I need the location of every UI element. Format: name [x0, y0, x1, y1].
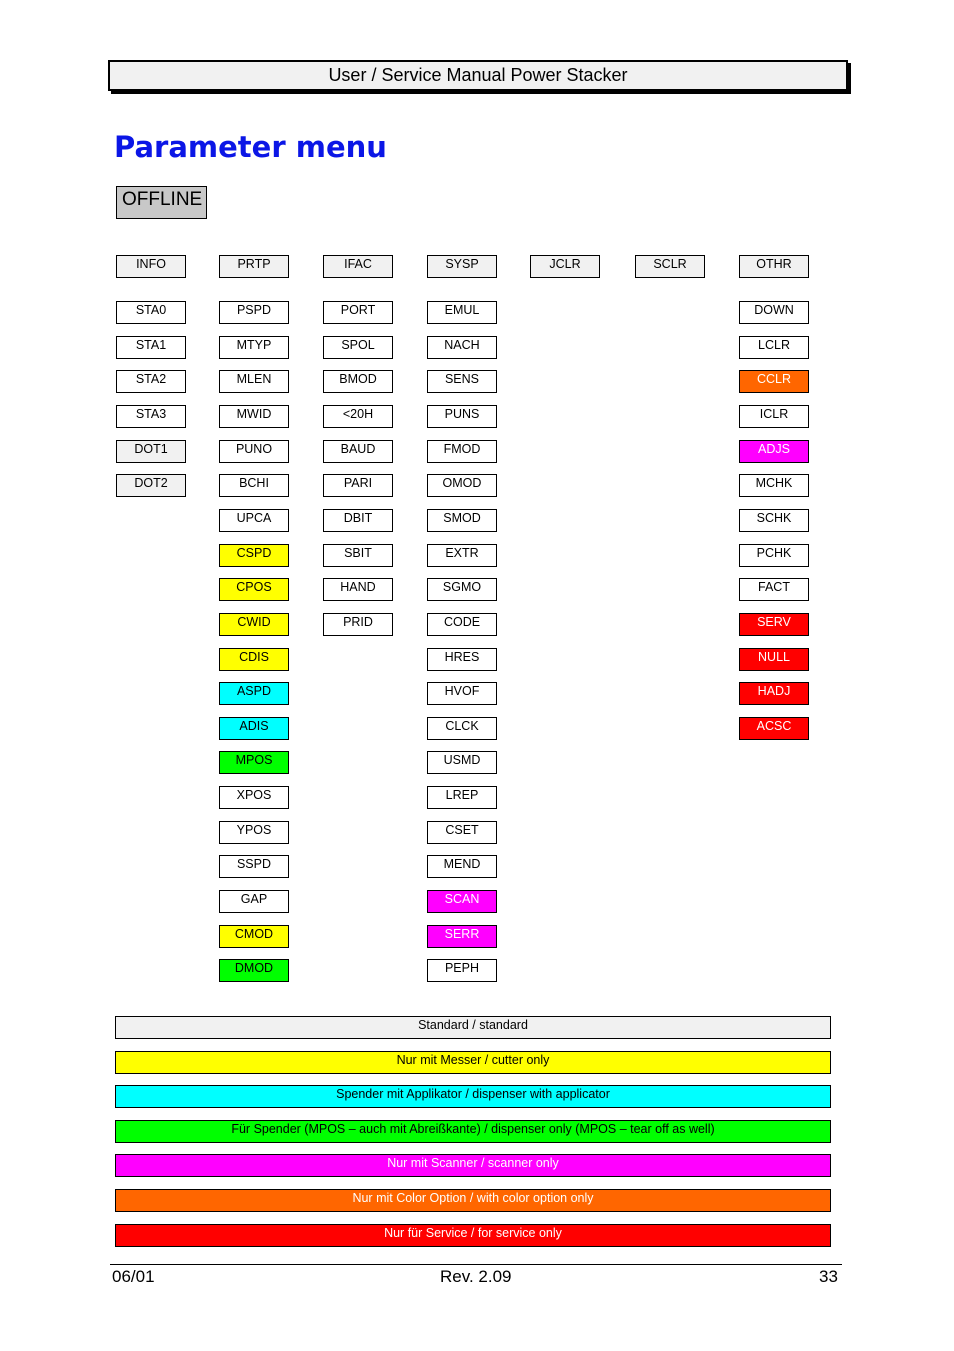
param-prid: PRID	[323, 613, 393, 636]
param-scan: SCAN	[427, 890, 497, 913]
param-mtyp: MTYP	[219, 336, 289, 359]
param-adis: ADIS	[219, 717, 289, 740]
param-dot2: DOT2	[116, 474, 186, 497]
param-upca: UPCA	[219, 509, 289, 532]
param-serv: SERV	[739, 613, 809, 636]
param-serr: SERR	[427, 925, 497, 948]
param-port: PORT	[323, 301, 393, 324]
param-sbit: SBIT	[323, 544, 393, 567]
param-bchi: BCHI	[219, 474, 289, 497]
param-cmod: CMOD	[219, 925, 289, 948]
param-cclr: CCLR	[739, 370, 809, 393]
param-fmod: FMOD	[427, 440, 497, 463]
param-null: NULL	[739, 648, 809, 671]
param-cwid: CWID	[219, 613, 289, 636]
menu-ifac: IFAC	[323, 255, 393, 278]
param-pspd: PSPD	[219, 301, 289, 324]
offline-box: OFFLINE	[116, 186, 207, 219]
param-mchk: MCHK	[739, 474, 809, 497]
param-peph: PEPH	[427, 959, 497, 982]
param-dmod: DMOD	[219, 959, 289, 982]
menu-othr: OTHR	[739, 255, 809, 278]
param-nach: NACH	[427, 336, 497, 359]
param-cdis: CDIS	[219, 648, 289, 671]
param-smod: SMOD	[427, 509, 497, 532]
param-lclr: LCLR	[739, 336, 809, 359]
param-baud: BAUD	[323, 440, 393, 463]
param-sta1: STA1	[116, 336, 186, 359]
param-puns: PUNS	[427, 405, 497, 428]
param-dot1: DOT1	[116, 440, 186, 463]
legend-item: Für Spender (MPOS – auch mit Abreißkante) / dispenser only (MPOS – tear off as well)	[115, 1120, 831, 1143]
param-down: DOWN	[739, 301, 809, 324]
param-aspd: ASPD	[219, 682, 289, 705]
menu-info: INFO	[116, 255, 186, 278]
param-sta3: STA3	[116, 405, 186, 428]
param-usmd: USMD	[427, 751, 497, 774]
param-20h: <20H	[323, 405, 393, 428]
param-sens: SENS	[427, 370, 497, 393]
param-mwid: MWID	[219, 405, 289, 428]
param-pari: PARI	[323, 474, 393, 497]
menu-sclr: SCLR	[635, 255, 705, 278]
legend-item: Nur mit Scanner / scanner only	[115, 1154, 831, 1177]
param-clck: CLCK	[427, 717, 497, 740]
param-pchk: PCHK	[739, 544, 809, 567]
legend-item: Standard / standard	[115, 1016, 831, 1039]
param-sspd: SSPD	[219, 855, 289, 878]
legend-item: Nur mit Color Option / with color option only	[115, 1189, 831, 1212]
page-header	[108, 60, 848, 91]
param-mpos: MPOS	[219, 751, 289, 774]
param-adjs: ADJS	[739, 440, 809, 463]
param-hvof: HVOF	[427, 682, 497, 705]
footer-page-number: 33	[819, 1267, 838, 1286]
param-acsc: ACSC	[739, 717, 809, 740]
legend-item: Nur für Service / for service only	[115, 1224, 831, 1247]
param-cspd: CSPD	[219, 544, 289, 567]
param-hand: HAND	[323, 578, 393, 601]
param-xpos: XPOS	[219, 786, 289, 809]
param-mend: MEND	[427, 855, 497, 878]
param-ypos: YPOS	[219, 821, 289, 844]
footer-revision: Rev. 2.09	[440, 1267, 512, 1286]
legend-item: Spender mit Applikator / dispenser with applicator	[115, 1085, 831, 1108]
param-sta0: STA0	[116, 301, 186, 324]
param-gap: GAP	[219, 890, 289, 913]
page-title: Parameter menu	[114, 130, 387, 164]
param-bmod: BMOD	[323, 370, 393, 393]
param-fact: FACT	[739, 578, 809, 601]
param-spol: SPOL	[323, 336, 393, 359]
param-extr: EXTR	[427, 544, 497, 567]
param-sgmo: SGMO	[427, 578, 497, 601]
menu-jclr: JCLR	[530, 255, 600, 278]
param-code: CODE	[427, 613, 497, 636]
param-hres: HRES	[427, 648, 497, 671]
menu-prtp: PRTP	[219, 255, 289, 278]
param-cpos: CPOS	[219, 578, 289, 601]
param-omod: OMOD	[427, 474, 497, 497]
menu-sysp: SYSP	[427, 255, 497, 278]
footer-divider	[110, 1264, 842, 1265]
param-iclr: ICLR	[739, 405, 809, 428]
legend-item: Nur mit Messer / cutter only	[115, 1051, 831, 1074]
param-puno: PUNO	[219, 440, 289, 463]
param-hadj: HADJ	[739, 682, 809, 705]
param-lrep: LREP	[427, 786, 497, 809]
param-schk: SCHK	[739, 509, 809, 532]
param-emul: EMUL	[427, 301, 497, 324]
param-mlen: MLEN	[219, 370, 289, 393]
param-sta2: STA2	[116, 370, 186, 393]
footer-date: 06/01	[112, 1267, 155, 1286]
header-title: User / Service Manual Power Stacker	[328, 65, 628, 85]
param-dbit: DBIT	[323, 509, 393, 532]
param-cset: CSET	[427, 821, 497, 844]
